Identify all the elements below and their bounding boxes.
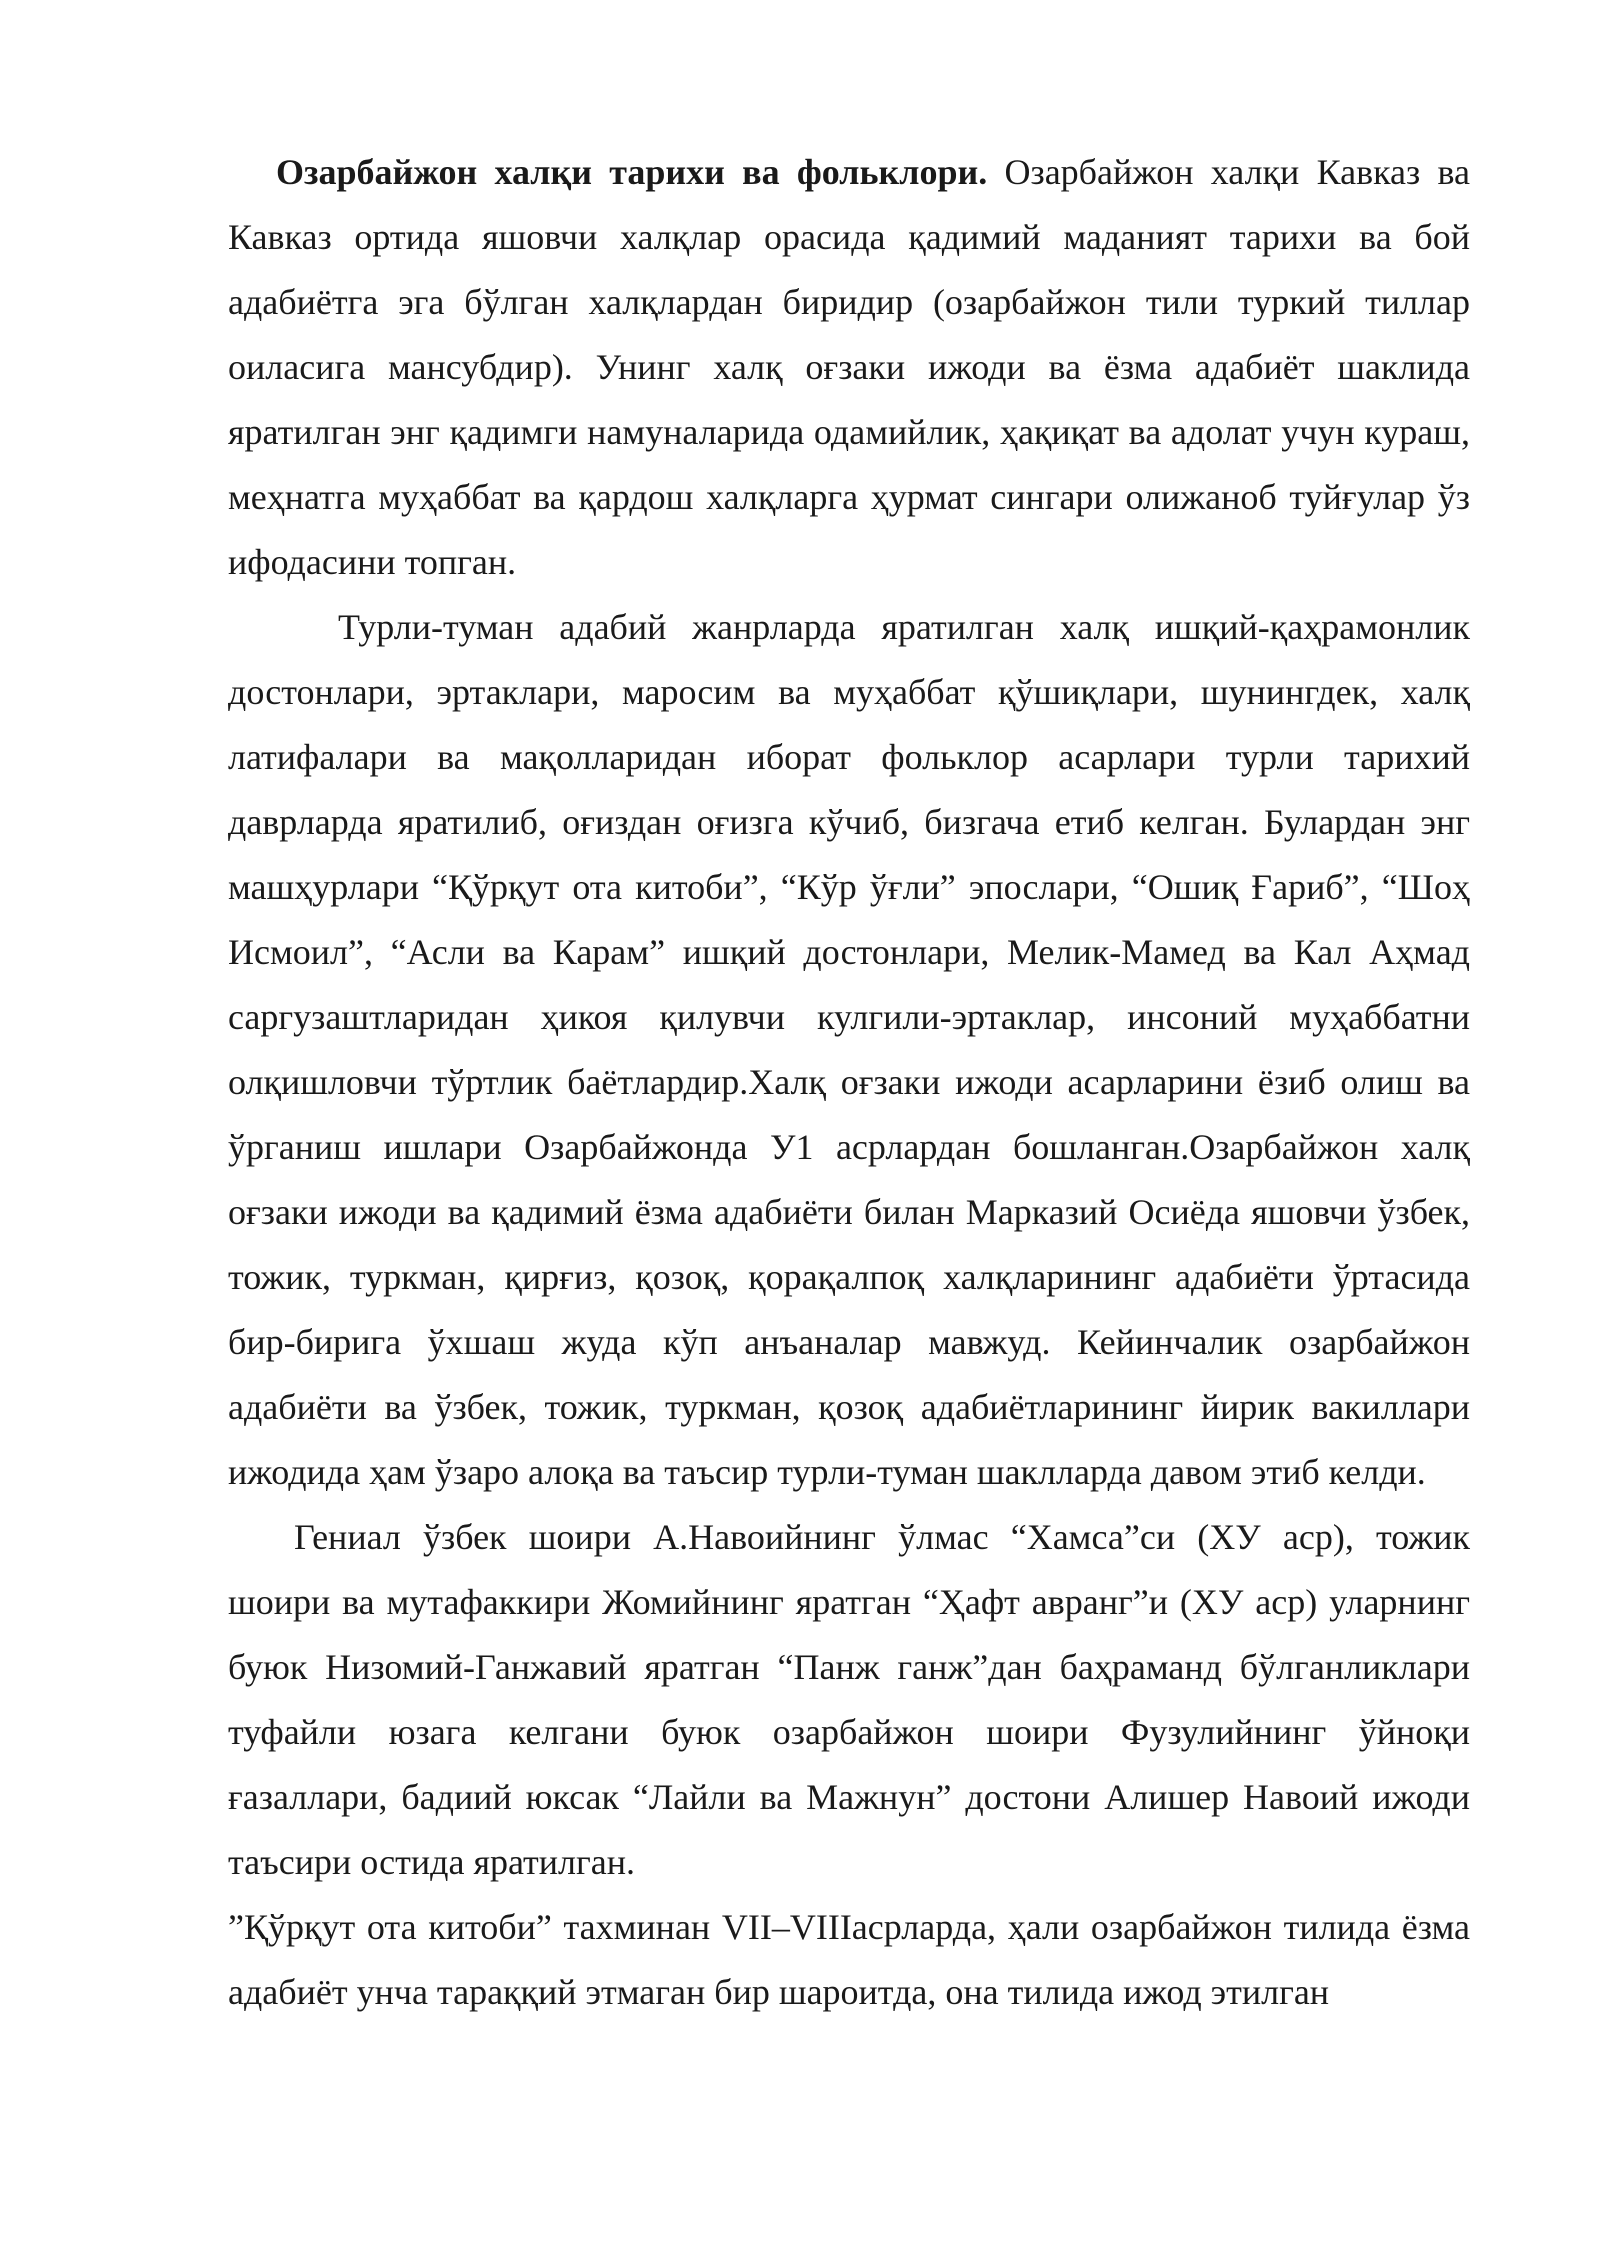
paragraph-korkut: ”Қўрқут ота китоби” тахминан VII–VIIIасрларда, ҳали озарбайжон тилида ёзма адабиёт унча тараққий этмаган бир шароитда, она тилида ижод этилган bbox=[228, 1907, 1470, 2012]
paragraph-folklore: Турли-туман адабий жанрларда яратилган халқ ишқий-қаҳрамонлик достонлари, эртаклари, маросим ва муҳаббат қўшиқлари, шунингдек, халқ латифалари ва мақолларидан иборат фольклор асарлари турли тарихий даврларда яратилиб, оғиздан оғизга кўчиб, бизгача етиб келган. Булардан энг машҳурлари “Қўрқут ота китоби”, “Кўр ўғли” эпослари, “Ошиқ Ғариб”, “Шоҳ Исмоил”, “Асли ва Карам” ишқий достонлари, Мелик-Мамед ва Кал Аҳмад саргузаштларидан ҳикоя қилувчи кулгили-эртаклар, инсоний муҳаббатни олқишловчи тўртлик баётлардир.Халқ оғзаки ижоди асарларини ёзиб олиш ва ўрганиш ишлари Озарбайжонда У1 асрлардан бошланган.Озарбайжон халқ оғзаки ижоди ва қадимий ёзма адабиёти билан Марказий Осиёда яшовчи ўзбек, тожик, туркман, қирғиз, қозоқ, қорақалпоқ халқларининг адабиёти ўртасида бир-бирига ўхшаш жуда кўп анъаналар мавжуд. Кейинчалик озарбайжон адабиёти ва ўзбек, тожик, туркман, қозоқ адабиётларининг йирик вакиллари ижодида ҳам ўзаро алоқа ва таъсир турли-туман шаклларда давом этиб келди. bbox=[228, 607, 1470, 1492]
document-page bbox=[228, 140, 1470, 2025]
paragraph-intro-text: Озарбайжон халқи Кавказ ва Кавказ ортида яшовчи халқлар орасида қадимий маданият тарихи ва бой адабиётга эга бўлган халқлардан биридир (озарбайжон тили туркий тиллар оиласига мансубдир). Унинг халқ оғзаки ижоди ва ёзма адабиёт шаклида яратилган энг қадимги намуналарида одамийлик, ҳақиқат ва адолат учун кураш, меҳнатга муҳаббат ва қардош халқларга ҳурмат сингари олижаноб туйғулар ўз ифодасини топган. bbox=[228, 152, 1470, 582]
paragraph-navoi: Гениал ўзбек шоири А.Навоийнинг ўлмас “Хамса”си (ХУ аср), тожик шоири ва мутафаккири Жомийнинг яратган “Ҳафт авранг”и (ХУ аср) уларнинг буюк Низомий-Ганжавий яратган “Панж ганж”дан баҳраманд бўлганликлари туфайли юзага келгани буюк озарбайжон шоири Фузулийнинг ўйноқи ғазаллари, бадиий юксак “Лайли ва Мажнун” достони Алишер Навоий ижоди таъсири остида яратилган. bbox=[228, 1517, 1470, 1882]
section-heading: Озарбайжон халқи тарихи ва фольклори. bbox=[276, 152, 988, 192]
paragraph-intro bbox=[228, 140, 1470, 595]
